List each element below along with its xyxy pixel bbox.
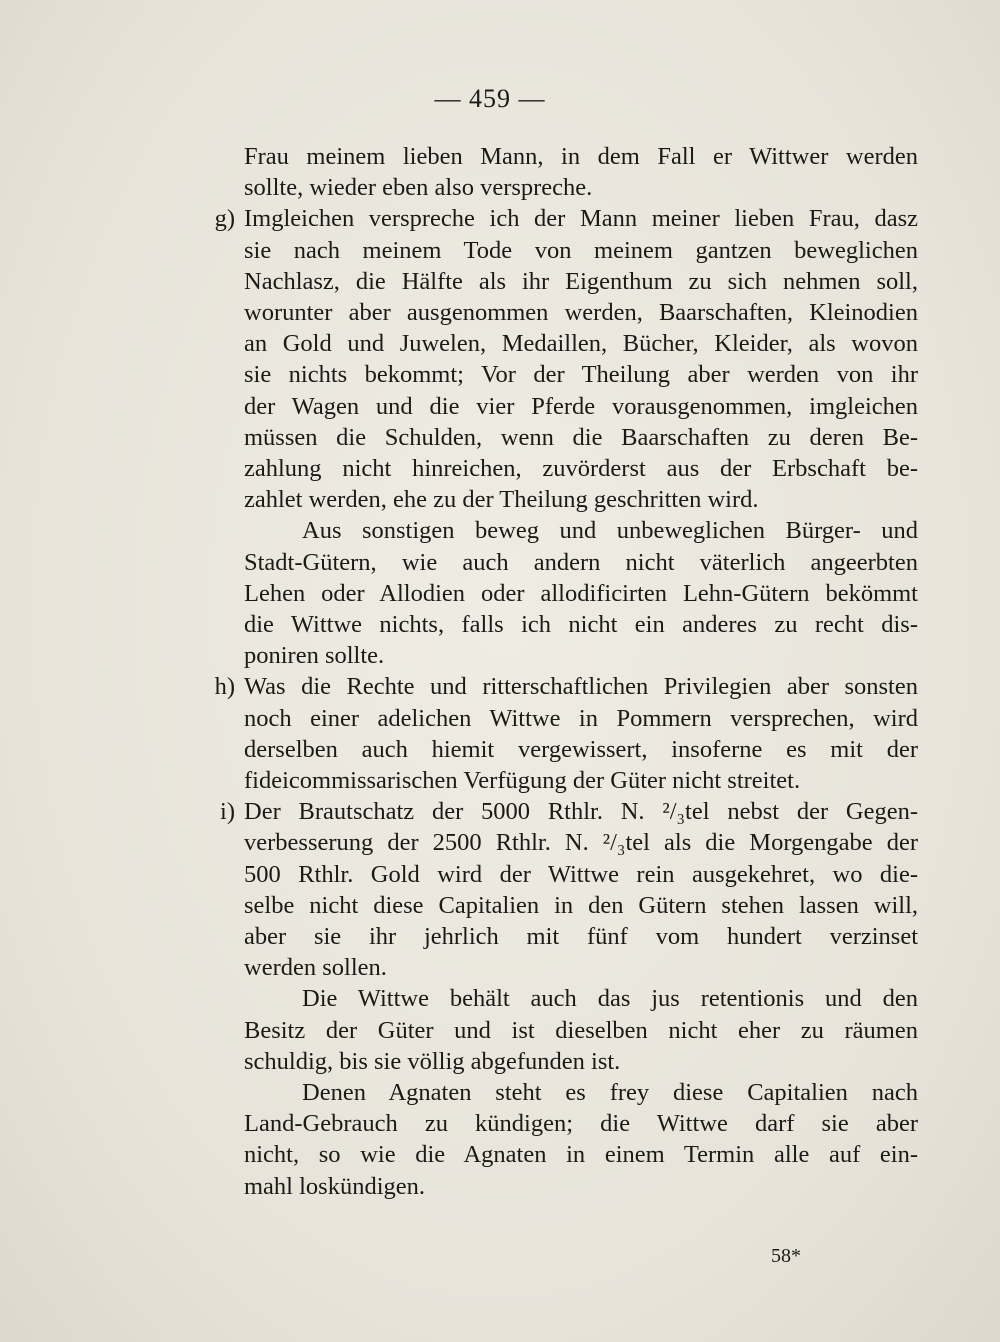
text-line: schuldig, bis sie völlig abgefunden ist. — [244, 1048, 621, 1075]
text-line: sie nichts bekommt; Vor der Theilung aber werden von ihr — [244, 361, 918, 388]
text-line: werden sollen. — [244, 954, 387, 981]
text-line: mahl loskündigen. — [244, 1173, 426, 1200]
text-line: Die Wittwe behält auch das jus retentionis und den — [302, 985, 918, 1012]
text-line: aber sie ihr jehrlich mit fünf vom hundert verzinset — [244, 923, 918, 950]
text-line: 500 Rthlr. Gold wird der Wittwe rein ausgekehret, wo die- — [244, 861, 918, 888]
text-line: Nachlasz, die Hälfte als ihr Eigenthum zu sich nehmen soll, — [244, 268, 918, 295]
text-line: sollte, wieder eben also verspreche. — [244, 174, 593, 201]
signature-mark: 58* — [771, 1245, 801, 1267]
text-line: an Gold und Juwelen, Medaillen, Bücher, Kleider, als wovon — [244, 330, 918, 357]
text-line: zahlet werden, ehe zu der Theilung geschritten wird. — [244, 486, 759, 513]
text-line: Imgleichen verspreche ich der Mann meiner lieben Frau, dasz — [244, 205, 918, 232]
text-line: poniren sollte. — [244, 642, 385, 669]
page-number-header: — 459 — — [434, 84, 546, 113]
text-line: müssen die Schulden, wenn die Baarschaften zu deren Be- — [244, 424, 918, 451]
text-line: Denen Agnaten steht es frey diese Capitalien nach — [302, 1079, 918, 1106]
text-line: Der Brautschatz der 5000 Rthlr. N. ²/₃tel nebst der Gegen- — [244, 798, 918, 825]
text-line: Land-Gebrauch zu kündigen; die Wittwe darf sie aber — [244, 1110, 918, 1137]
text-line: noch einer adelichen Wittwe in Pommern versprechen, wird — [244, 705, 918, 732]
text-line: Stadt-Gütern, wie auch andern nicht väterlich angeerbten — [244, 549, 918, 576]
text-line: Besitz der Güter und ist dieselben nicht eher zu räumen — [244, 1017, 918, 1044]
text-line: nicht, so wie die Agnaten in einem Termin alle auf ein- — [244, 1141, 918, 1168]
text-line: selbe nicht diese Capitalien in den Gütern stehen lassen will, — [244, 892, 918, 919]
item-marker: h) — [214, 673, 235, 700]
text-line: derselben auch hiemit vergewissert, insoferne es mit der — [244, 736, 918, 763]
text-line: der Wagen und die vier Pferde vorausgenommen, imgleichen — [244, 393, 918, 420]
text-line: Aus sonstigen beweg und unbeweglichen Bürger- und — [302, 517, 918, 544]
text-line: verbesserung der 2500 Rthlr. N. ²/₃tel als die Morgengabe der — [244, 829, 918, 856]
text-line: worunter aber ausgenommen werden, Baarschaften, Kleinodien — [244, 299, 918, 326]
text-line: zahlung nicht hinreichen, zuvörderst aus der Erbschaft be- — [244, 455, 918, 482]
text-line: Frau meinem lieben Mann, in dem Fall er Wittwer werden — [244, 143, 918, 170]
text-line: Was die Rechte und ritterschaftlichen Privilegien aber sonsten — [244, 673, 918, 700]
text-line: die Wittwe nichts, falls ich nicht ein anderes zu recht dis- — [244, 611, 918, 638]
item-marker: g) — [214, 205, 235, 232]
item-marker: i) — [220, 798, 235, 825]
text-line: sie nach meinem Tode von meinem gantzen beweglichen — [244, 237, 918, 264]
text-line: fideicommissarischen Verfügung der Güter nicht streitet. — [244, 767, 801, 794]
text-line: Lehen oder Allodien oder allodificirten Lehn-Gütern bekömmt — [244, 580, 918, 607]
